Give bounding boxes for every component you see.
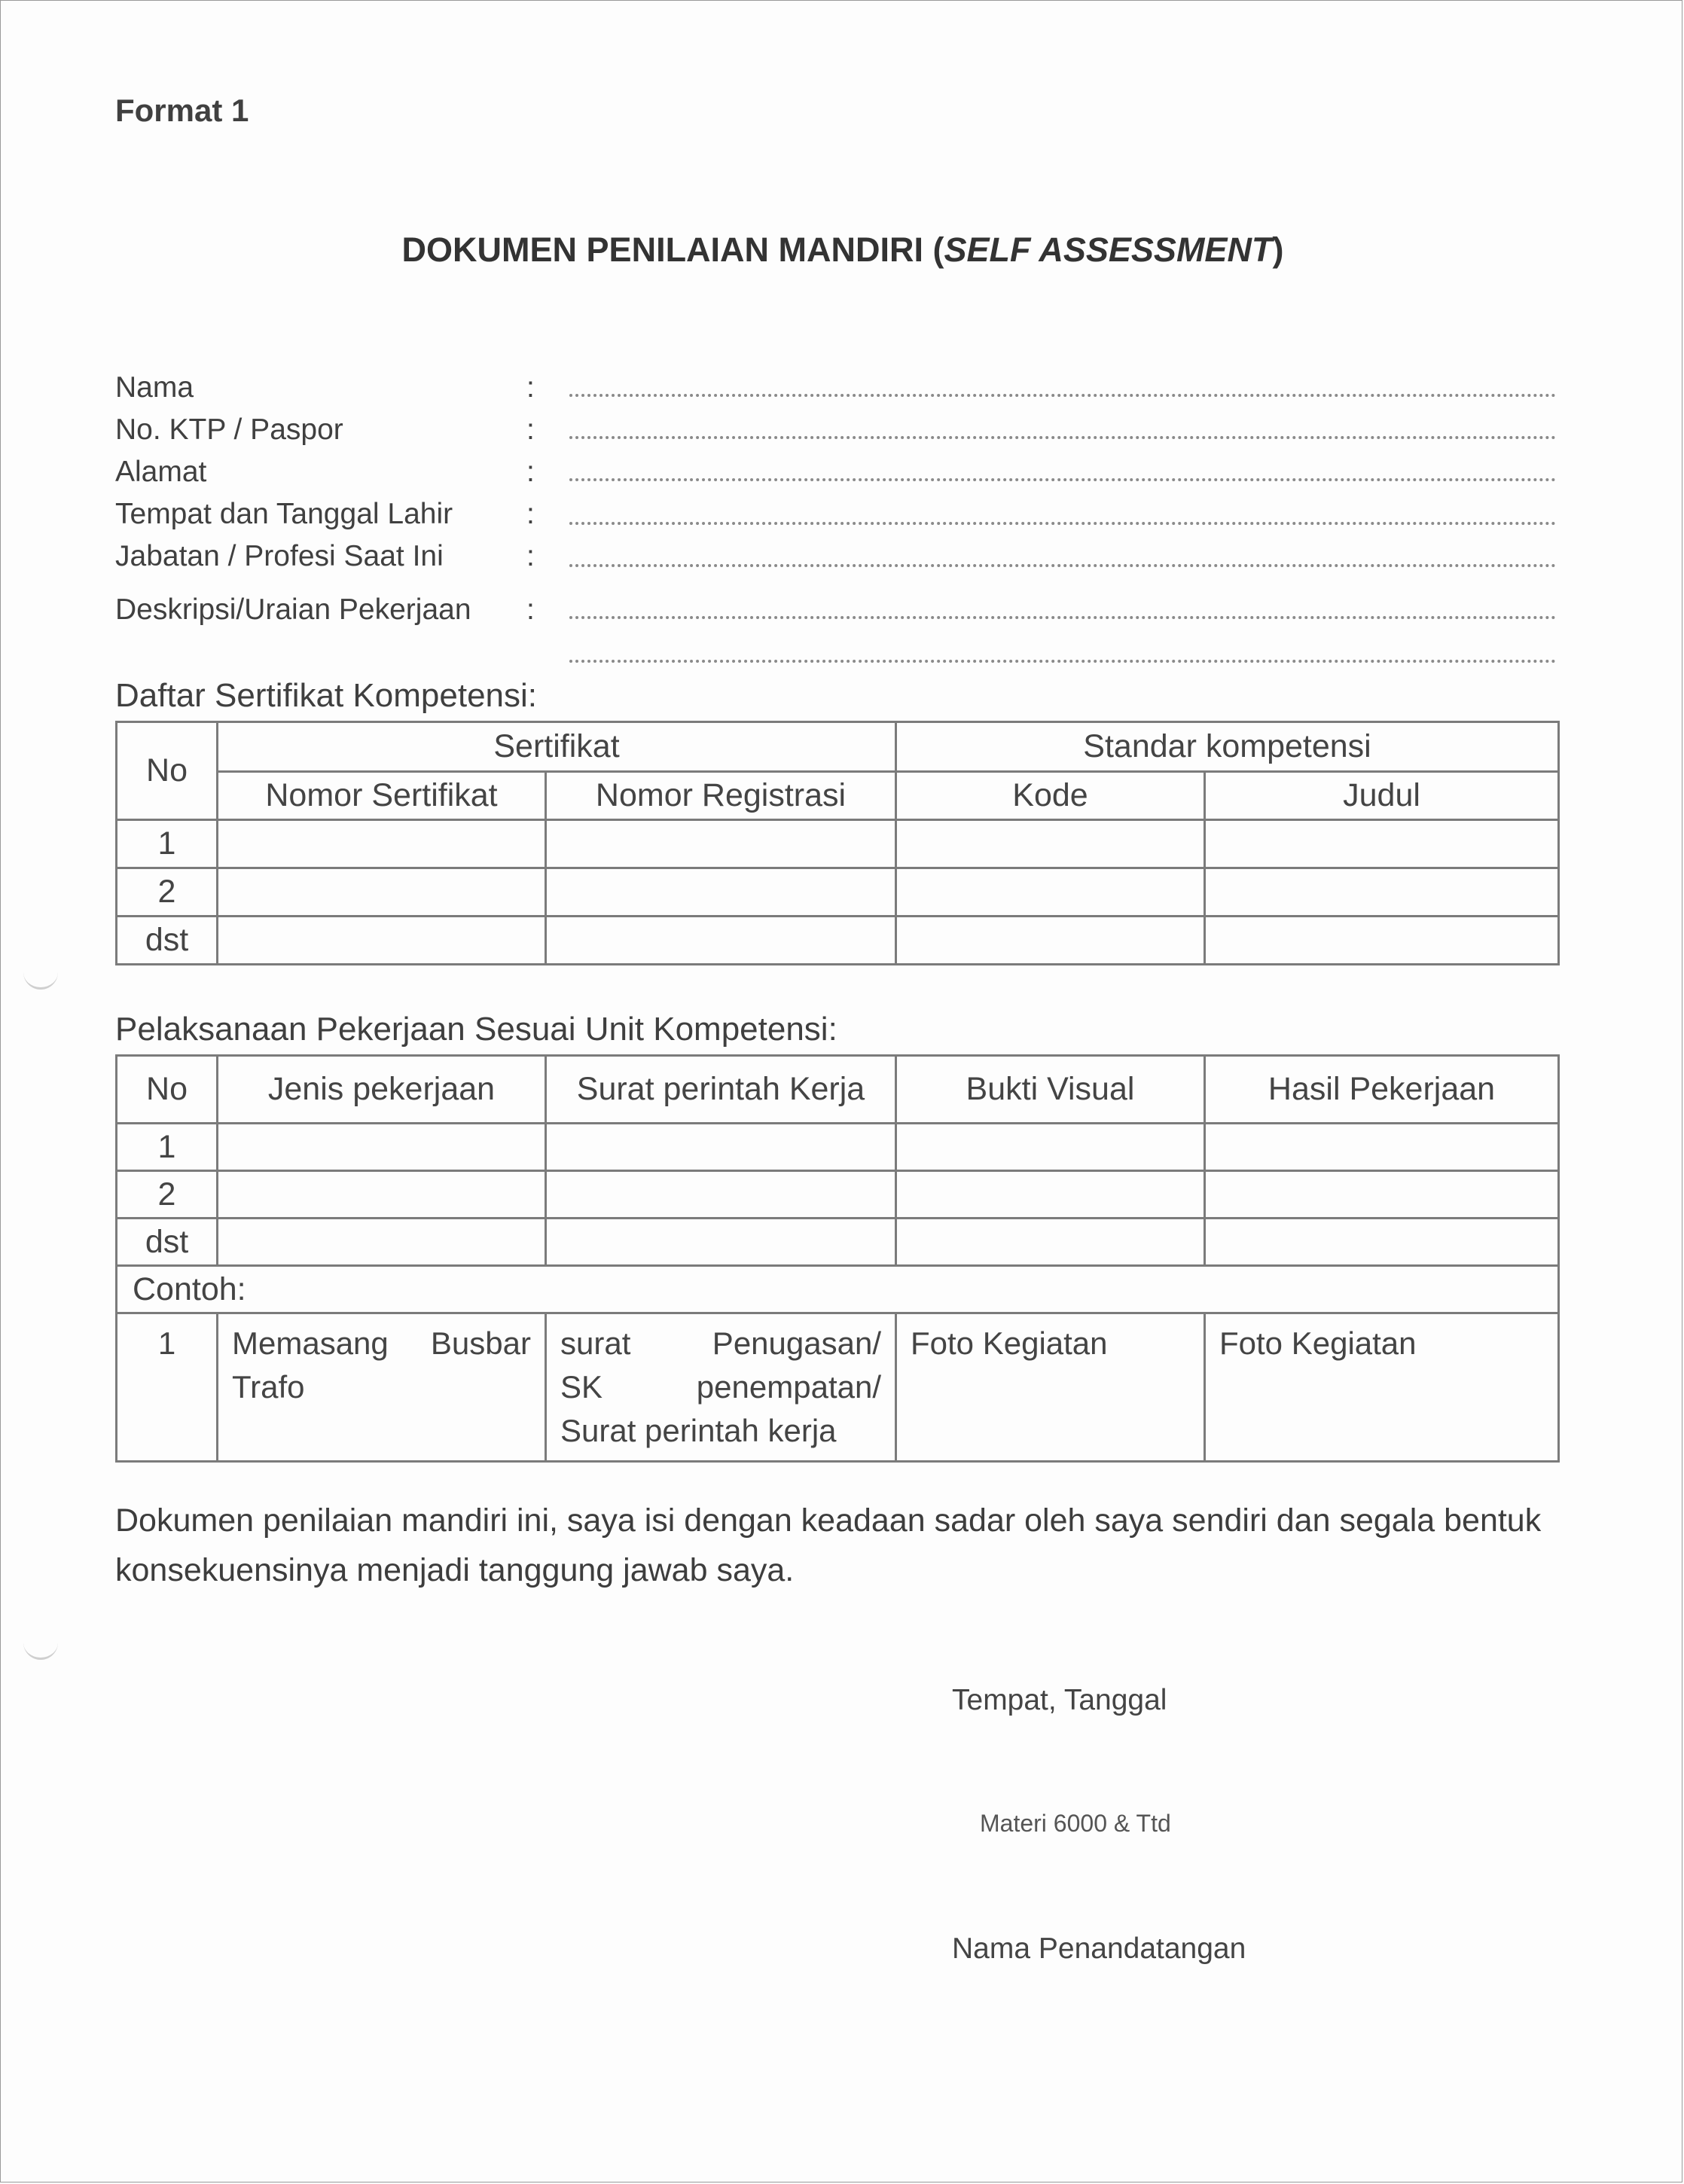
- field-line-jabatan[interactable]: [569, 564, 1556, 567]
- stamp-signature-note: Materi 6000 & Ttd: [980, 1810, 1171, 1837]
- field-label-deskripsi: Deskripsi/Uraian Pekerjaan: [115, 593, 471, 626]
- table-cell[interactable]: [896, 1124, 1205, 1171]
- header-no: No: [117, 1056, 218, 1124]
- table-cell[interactable]: [546, 1219, 896, 1266]
- format-label: Format 1: [115, 93, 249, 128]
- field-colon: :: [526, 498, 535, 530]
- table-cell[interactable]: [1205, 917, 1559, 965]
- field-colon: :: [526, 413, 535, 446]
- example-jenis-pekerjaan: [218, 1313, 546, 1462]
- example-label: Contoh:: [117, 1266, 1559, 1313]
- field-line-deskripsi-1[interactable]: [569, 616, 1556, 619]
- table-cell[interactable]: [218, 1171, 546, 1219]
- header-hasil-pekerjaan: Hasil Pekerjaan: [1205, 1056, 1559, 1124]
- table-cell[interactable]: [896, 868, 1205, 917]
- example-jenis-line: Memasang Busbar: [232, 1325, 531, 1361]
- field-label-nama: Nama: [115, 371, 194, 404]
- work-section-title: Pelaksanaan Pekerjaan Sesuai Unit Kompetensi:: [115, 1011, 837, 1048]
- row-number: 1: [117, 820, 218, 868]
- field-label-alamat: Alamat: [115, 456, 207, 488]
- example-number: 1: [117, 1313, 218, 1462]
- title-close: ): [1272, 230, 1284, 269]
- field-colon: :: [526, 593, 535, 626]
- table-cell[interactable]: [546, 1124, 896, 1171]
- table-cell[interactable]: [1205, 868, 1559, 917]
- example-surat-line: SK penempatan/: [560, 1369, 881, 1405]
- table-cell[interactable]: [896, 917, 1205, 965]
- header-nomor-registrasi: Nomor Registrasi: [546, 772, 896, 820]
- signer-name-label: Nama Penandatangan: [952, 1932, 1246, 1965]
- header-surat-perintah-kerja: Surat perintah Kerja: [546, 1056, 896, 1124]
- header-no: No: [117, 722, 218, 820]
- table-cell[interactable]: [896, 1171, 1205, 1219]
- field-label-jabatan: Jabatan / Profesi Saat Ini: [115, 540, 444, 572]
- punch-hole-mark: [23, 1643, 58, 1660]
- table-row: [117, 1219, 1559, 1266]
- table-row: [117, 820, 1559, 868]
- document-title: [1, 230, 1684, 270]
- table-cell[interactable]: [1205, 1124, 1559, 1171]
- field-label-ktp: No. KTP / Paspor: [115, 413, 343, 446]
- field-line-deskripsi-2[interactable]: [569, 660, 1556, 663]
- header-standar-kompetensi: Standar kompetensi: [896, 722, 1559, 772]
- field-line-nama[interactable]: [569, 394, 1556, 397]
- table-cell[interactable]: [218, 868, 546, 917]
- table-cell[interactable]: [896, 1219, 1205, 1266]
- table-row: [117, 1124, 1559, 1171]
- field-line-ktp[interactable]: [569, 436, 1556, 439]
- title-italic: SELF ASSESSMENT: [944, 230, 1273, 269]
- table-row: [117, 917, 1559, 965]
- certificates-section-title: Daftar Sertifikat Kompetensi:: [115, 677, 538, 714]
- field-colon: :: [526, 371, 535, 404]
- row-number: 2: [117, 868, 218, 917]
- work-table: [115, 1054, 1560, 1463]
- example-jenis-line: Trafo: [232, 1369, 305, 1405]
- table-cell[interactable]: [546, 868, 896, 917]
- example-bukti-visual: Foto Kegiatan: [896, 1313, 1205, 1462]
- field-colon: :: [526, 456, 535, 488]
- certificates-table: [115, 721, 1560, 965]
- example-surat-line: surat Penugasan/: [560, 1325, 881, 1361]
- header-judul: Judul: [1205, 772, 1559, 820]
- example-surat-perintah: [546, 1313, 896, 1462]
- place-date-label: Tempat, Tanggal: [952, 1684, 1167, 1716]
- header-kode: Kode: [896, 772, 1205, 820]
- row-number: 2: [117, 1171, 218, 1219]
- header-bukti-visual: Bukti Visual: [896, 1056, 1205, 1124]
- table-cell[interactable]: [218, 917, 546, 965]
- declaration-statement: Dokumen penilaian mandiri ini, saya isi dengan keadaan sadar oleh saya sendiri dan segala bentuk konsekuensinya menjadi tanggung jawab saya.: [115, 1502, 1542, 1588]
- header-jenis-pekerjaan: Jenis pekerjaan: [218, 1056, 546, 1124]
- title-main: DOKUMEN PENILAIAN MANDIRI (: [401, 230, 944, 269]
- table-cell[interactable]: [218, 1219, 546, 1266]
- table-cell[interactable]: [218, 820, 546, 868]
- example-surat-line: Surat perintah kerja: [560, 1413, 837, 1448]
- table-cell[interactable]: [218, 1124, 546, 1171]
- table-cell[interactable]: [546, 1171, 896, 1219]
- example-hasil-pekerjaan: Foto Kegiatan: [1205, 1313, 1559, 1462]
- row-number: dst: [117, 1219, 218, 1266]
- row-number: dst: [117, 917, 218, 965]
- field-line-alamat[interactable]: [569, 478, 1556, 481]
- field-label-ttl: Tempat dan Tanggal Lahir: [115, 498, 453, 530]
- header-nomor-sertifikat: Nomor Sertifikat: [218, 772, 546, 820]
- table-cell[interactable]: [546, 917, 896, 965]
- field-colon: :: [526, 540, 535, 572]
- example-row: [117, 1313, 1559, 1462]
- table-cell[interactable]: [896, 820, 1205, 868]
- table-row: [117, 1171, 1559, 1219]
- row-number: 1: [117, 1124, 218, 1171]
- table-cell[interactable]: [546, 820, 896, 868]
- table-cell[interactable]: [1205, 1171, 1559, 1219]
- table-cell[interactable]: [1205, 1219, 1559, 1266]
- header-sertifikat: Sertifikat: [218, 722, 896, 772]
- field-line-ttl[interactable]: [569, 522, 1556, 525]
- punch-hole-mark: [23, 972, 58, 990]
- table-cell[interactable]: [1205, 820, 1559, 868]
- table-row: [117, 868, 1559, 917]
